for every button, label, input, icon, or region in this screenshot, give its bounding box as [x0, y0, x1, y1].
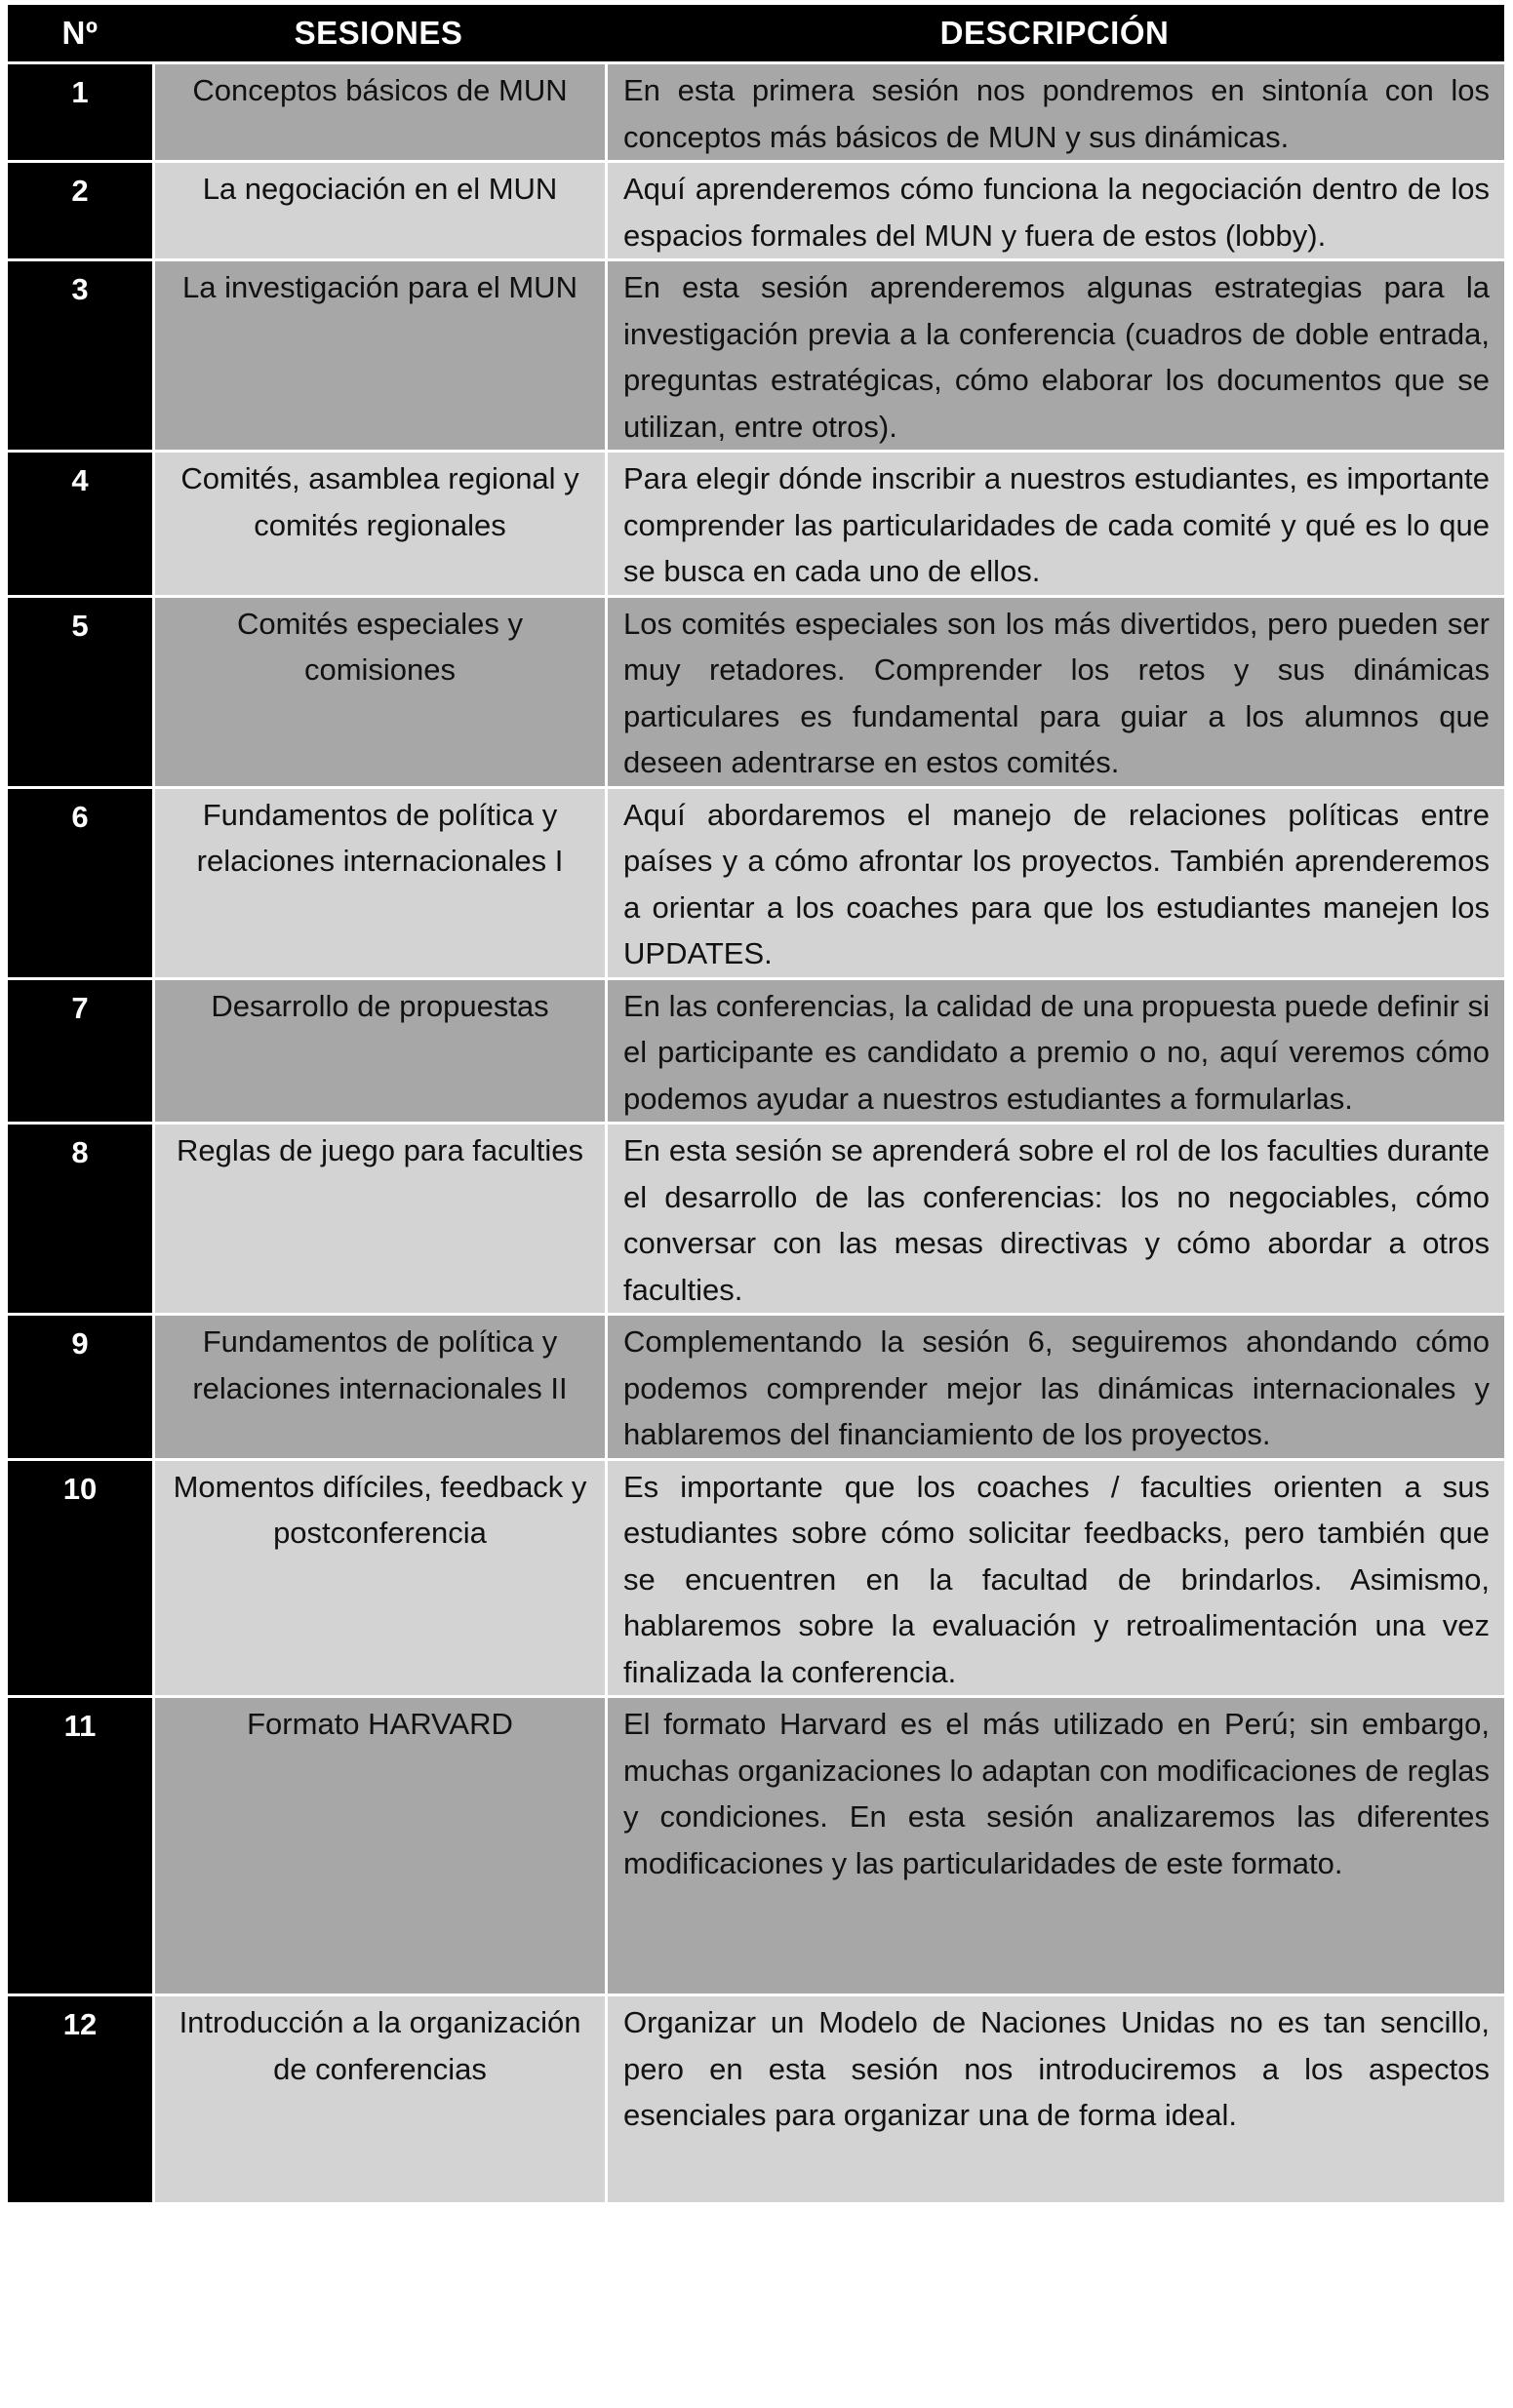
table-header: [8, 5, 1504, 61]
table-row: [8, 258, 1504, 450]
table-row: [8, 1994, 1504, 2202]
session-title: Fundamentos de política y relaciones internacionales I: [152, 786, 605, 977]
session-description: En las conferencias, la calidad de una propuesta puede definir si el participante es candidato a premio o no, aquí veremos cómo podemos ayudar a nuestros estudiantes a formularlas.: [605, 977, 1504, 1123]
table-row: [8, 160, 1504, 258]
session-description: Para elegir dónde inscribir a nuestros estudiantes, es importante comprender las particularidades de cada comité y qué es lo que se busca en cada uno de ellos.: [605, 450, 1504, 595]
sessions-table-container: [8, 5, 1504, 2202]
table-row: [8, 595, 1504, 786]
table-body: [8, 61, 1504, 2202]
session-description: Aquí abordaremos el manejo de relaciones políticas entre países y a cómo afrontar los proyectos. También aprenderemos a orientar a los coaches para que los estudiantes manejen los UPDATES.: [605, 786, 1504, 977]
sessions-table: [8, 5, 1504, 2202]
session-description: Aquí aprenderemos cómo funciona la negociación dentro de los espacios formales del MUN y fuera de estos (lobby).: [605, 160, 1504, 258]
session-title: Comités especiales y comisiones: [152, 595, 605, 786]
table-row: [8, 61, 1504, 160]
session-number: 1: [8, 61, 152, 160]
session-number: 12: [8, 1994, 152, 2202]
session-description: En esta sesión se aprenderá sobre el rol de los faculties durante el desarrollo de las conferencias: los no negociables, cómo conversar con las mesas directivas y cómo abordar a otros faculties.: [605, 1122, 1504, 1313]
table-row: [8, 1695, 1504, 1994]
session-number: 11: [8, 1695, 152, 1994]
session-title: La negociación en el MUN: [152, 160, 605, 258]
table-row: [8, 450, 1504, 595]
header-description: DESCRIPCIÓN: [605, 5, 1504, 61]
session-title: Momentos difíciles, feedback y postconferencia: [152, 1458, 605, 1696]
session-title: Conceptos básicos de MUN: [152, 61, 605, 160]
session-title: Reglas de juego para faculties: [152, 1122, 605, 1313]
session-description: Complementando la sesión 6, seguiremos ahondando cómo podemos comprender mejor las dinámicas internacionales y hablaremos del financiamiento de los proyectos.: [605, 1313, 1504, 1458]
table-row: [8, 1122, 1504, 1313]
session-number: 10: [8, 1458, 152, 1696]
session-title: Fundamentos de política y relaciones internacionales II: [152, 1313, 605, 1458]
header-row: [8, 5, 1504, 61]
session-number: 2: [8, 160, 152, 258]
session-title: Comités, asamblea regional y comités regionales: [152, 450, 605, 595]
session-number: 3: [8, 258, 152, 450]
session-number: 6: [8, 786, 152, 977]
table-row: [8, 1458, 1504, 1696]
session-description: En esta sesión aprenderemos algunas estrategias para la investigación previa a la conferencia (cuadros de doble entrada, preguntas estratégicas, cómo elaborar los documentos que se utilizan, entre otros).: [605, 258, 1504, 450]
session-number: 8: [8, 1122, 152, 1313]
session-description: Los comités especiales son los más divertidos, pero pueden ser muy retadores. Comprender los retos y sus dinámicas particulares es fundamental para guiar a los alumnos que deseen adentrarse en estos comités.: [605, 595, 1504, 786]
session-description: Es importante que los coaches / faculties orienten a sus estudiantes sobre cómo solicitar feedbacks, pero también que se encuentren en la facultad de brindarlos. Asimismo, hablaremos sobre la evaluación y retroalimentación una vez finalizada la conferencia.: [605, 1458, 1504, 1696]
table-row: [8, 1313, 1504, 1458]
session-title: Introducción a la organización de conferencias: [152, 1994, 605, 2202]
session-title: La investigación para el MUN: [152, 258, 605, 450]
session-number: 9: [8, 1313, 152, 1458]
session-description: En esta primera sesión nos pondremos en sintonía con los conceptos más básicos de MUN y sus dinámicas.: [605, 61, 1504, 160]
session-description: El formato Harvard es el más utilizado en Perú; sin embargo, muchas organizaciones lo adaptan con modificaciones de reglas y condiciones. En esta sesión analizaremos las diferentes modificaciones y las particularidades de este formato.: [605, 1695, 1504, 1994]
table-row: [8, 977, 1504, 1123]
session-number: 4: [8, 450, 152, 595]
session-title: Formato HARVARD: [152, 1695, 605, 1994]
session-number: 5: [8, 595, 152, 786]
session-title: Desarrollo de propuestas: [152, 977, 605, 1123]
session-description: Organizar un Modelo de Naciones Unidas no es tan sencillo, pero en esta sesión nos introduciremos a los aspectos esenciales para organizar una de forma ideal.: [605, 1994, 1504, 2202]
header-number: Nº: [8, 5, 152, 61]
session-number: 7: [8, 977, 152, 1123]
table-row: [8, 786, 1504, 977]
header-sessions: SESIONES: [152, 5, 605, 61]
